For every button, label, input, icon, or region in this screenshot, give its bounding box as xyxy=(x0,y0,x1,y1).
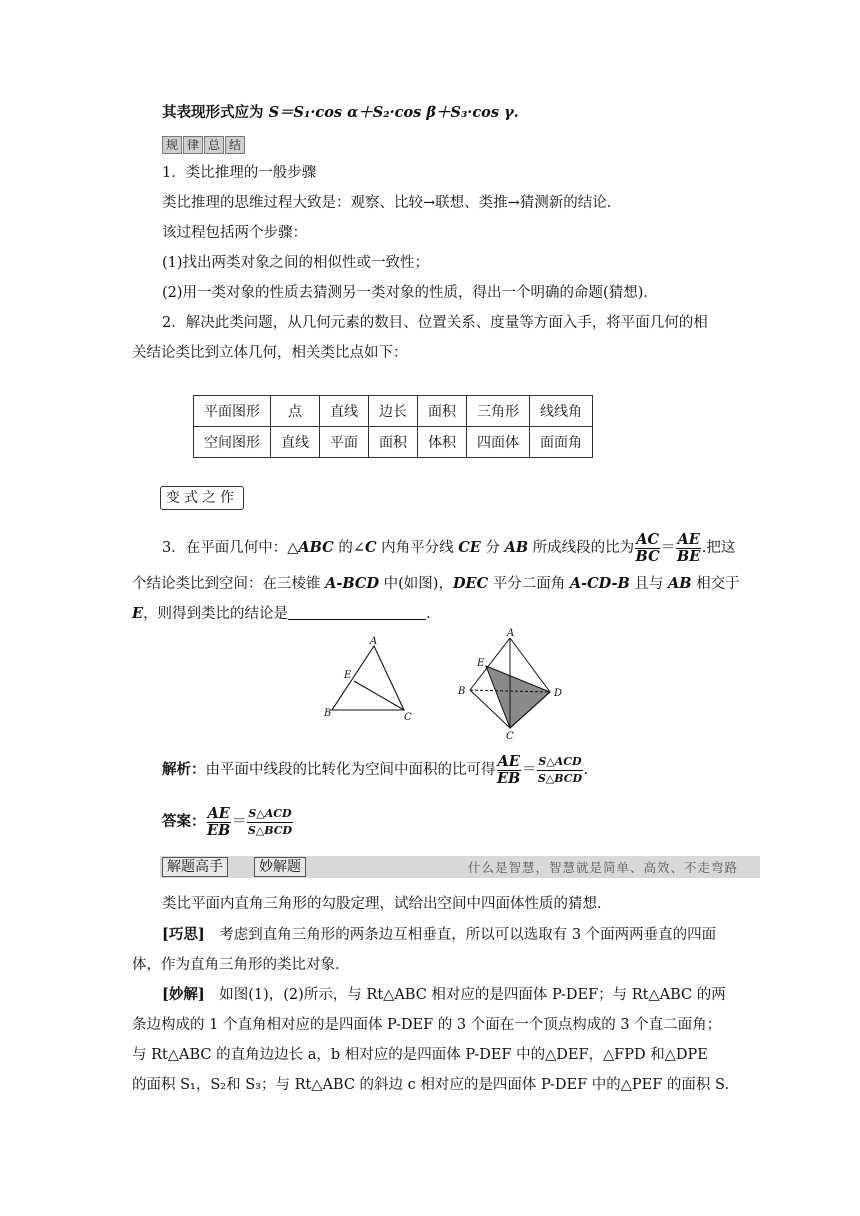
idea-label: [巧思] xyxy=(162,926,205,943)
text-line: 2．解决此类问题，从几何元素的数目、位置关系、度量等方面入手，将平面几何的相 xyxy=(162,315,708,331)
fraction-ae-eb xyxy=(207,806,231,839)
q3-text: 相交于 xyxy=(691,576,740,592)
text-line: 类比推理的思维过程大致是：观察、比较→联想、类推→猜测新的结论． xyxy=(162,195,622,211)
q3-text: A-BCD xyxy=(325,575,380,592)
q3-text: 分 xyxy=(480,540,505,556)
numerator: AE xyxy=(677,530,700,548)
denominator: BE xyxy=(676,547,701,565)
triangle-abc xyxy=(332,646,404,710)
formula-line xyxy=(162,103,519,123)
denominator: S△BCD xyxy=(537,771,583,785)
text-line: 条边构成的 1 个直角相对应的是四面体 P-DEF 的 3 个面在一个顶点构成的 3 个直二面角； xyxy=(132,1017,722,1033)
summary-tag xyxy=(162,136,245,154)
numerator: S△ACD xyxy=(247,806,292,823)
vertex-label-c: C xyxy=(404,712,412,722)
question-3-line1 xyxy=(162,530,735,566)
question-3-line3 xyxy=(132,604,431,624)
idea-line xyxy=(162,925,716,945)
analysis-label: 解析： xyxy=(162,761,206,778)
q3-text: E xyxy=(132,605,144,622)
formula-intro: 其表现形式应为 xyxy=(162,104,269,121)
q3-text: AB xyxy=(668,575,692,592)
table-cell: 面积 xyxy=(418,396,467,427)
answer-blank xyxy=(288,605,426,620)
tag-char: 律 xyxy=(183,136,203,154)
table-cell: 体积 xyxy=(418,427,467,458)
variant-tag: 变式之作 xyxy=(160,486,244,510)
q3-text: 个结论类比到空间：在三棱锥 xyxy=(132,576,326,592)
tag-char: 规 xyxy=(162,136,182,154)
numerator: S△ACD xyxy=(537,754,582,771)
banner-motto: 什么是智慧，智慧就是简单、高效、不走弯路 xyxy=(467,860,738,875)
text-line: 关结论类比到立体几何，相关类比点如下： xyxy=(132,345,408,361)
q3-text: AB xyxy=(504,539,529,556)
vertex-label-e: E xyxy=(344,670,352,681)
fraction-area xyxy=(247,806,292,839)
section-banner xyxy=(160,856,760,878)
numerator: AE xyxy=(207,804,230,822)
solution-text: 如图(1)，(2)所示，与 Rt△ABC 相对应的是四面体 P-DEF；与 Rt△ABC 的两 xyxy=(204,987,726,1003)
q3-text: 内角平分线 xyxy=(376,540,459,556)
step-heading: 1．类比推理的一般步骤 xyxy=(162,165,317,181)
equals-sign: ＝ xyxy=(660,540,676,556)
text-line: (2)用一类对象的性质去猜测另一类对象的性质，得出一个明确的命题(猜想)． xyxy=(162,285,658,301)
vertex-label-c: C xyxy=(506,731,514,742)
answer-label: 答案： xyxy=(162,813,206,830)
table-cell: 直线 xyxy=(271,427,320,458)
idea-text: 考虑到直角三角形的两条边互相垂直，所以可以选取有 3 个面两两垂直的四面 xyxy=(204,927,717,943)
table-cell: 边长 xyxy=(369,396,418,427)
tag-char: 结 xyxy=(225,136,245,154)
q3-text: CE xyxy=(458,539,481,556)
banner-label-solution: 妙解题 xyxy=(254,857,306,877)
table-cell: 点 xyxy=(271,396,320,427)
q3-text: 3．在平面几何中：△ xyxy=(162,540,299,556)
period: . xyxy=(583,762,589,778)
table-cell: 四面体 xyxy=(467,427,530,458)
equals-sign: ＝ xyxy=(231,814,247,830)
vertex-label-b: B xyxy=(324,708,332,719)
q3-text: .把这 xyxy=(701,540,736,556)
vertex-label-b: B xyxy=(458,686,466,697)
vertex-label-a: A xyxy=(507,628,515,639)
denominator: EB xyxy=(497,769,521,787)
solution-label: [妙解] xyxy=(162,986,205,1003)
q3-text: A-CD-B xyxy=(569,575,630,592)
text-line: 体，作为直角三角形的类比对象． xyxy=(132,957,350,973)
table-cell: 平面图形 xyxy=(194,396,271,427)
q3-text: DEC xyxy=(452,575,489,592)
shaded-plane-dec xyxy=(486,666,550,728)
q3-text: . xyxy=(426,606,431,622)
q3-text: 的∠ xyxy=(333,540,365,556)
tag-char: 总 xyxy=(204,136,224,154)
table-cell: 三角形 xyxy=(467,396,530,427)
analysis-text: 由平面中线段的比转化为空间中面积的比可得 xyxy=(205,762,496,778)
table-cell: 空间图形 xyxy=(194,427,271,458)
analogy-table xyxy=(193,395,593,458)
fraction-area xyxy=(537,754,582,787)
denominator: BC xyxy=(635,547,660,565)
numerator: AE xyxy=(497,752,520,770)
table-cell: 面积 xyxy=(369,427,418,458)
fraction-ae-eb xyxy=(497,754,521,787)
answer-line xyxy=(162,804,294,844)
table-cell: 平面 xyxy=(320,427,369,458)
q3-text: 平分二面角 xyxy=(488,576,570,592)
denominator: S△BCD xyxy=(247,823,293,837)
fraction-ae-be xyxy=(676,532,700,565)
table-cell: 直线 xyxy=(320,396,369,427)
q3-text: C xyxy=(364,539,377,556)
table-cell: 面面角 xyxy=(530,427,593,458)
q3-text: 中(如图)， xyxy=(379,576,453,592)
table-row xyxy=(194,427,593,458)
text-line: 与 Rt△ABC 的直角边边长 a，b 相对应的是四面体 P-DEF 中的△DEF，△FPD 和△DPE xyxy=(132,1047,708,1063)
problem-statement: 类比平面内直角三角形的勾股定理，试给出空间中四面体性质的猜想． xyxy=(162,896,612,912)
numerator: AC xyxy=(636,530,659,548)
table-row xyxy=(194,396,593,427)
table-cell: 线线角 xyxy=(530,396,593,427)
denominator: EB xyxy=(207,821,231,839)
fraction-ac-bc xyxy=(635,532,660,565)
formula: S＝S₁·cos α＋S₂·cos β＋S₃·cos γ. xyxy=(268,104,519,121)
tetrahedron-figure xyxy=(452,626,572,742)
vertex-label-e: E xyxy=(477,658,485,669)
solution-line xyxy=(162,985,726,1005)
text-line: (1)找出两类对象之间的相似性或一致性； xyxy=(162,255,430,271)
q3-text: ，则得到类比的结论是 xyxy=(143,606,289,622)
text-line: 的面积 S₁，S₂和 S₃；与 Rt△ABC 的斜边 c 相对应的是四面体 P-DEF 中的△PEF 的面积 S. xyxy=(132,1077,730,1093)
equals-sign: ＝ xyxy=(521,762,537,778)
q3-text: 所成线段的比为 xyxy=(528,540,635,556)
vertex-label-a: A xyxy=(370,636,378,647)
q3-text: ABC xyxy=(298,539,334,556)
question-3-line2 xyxy=(132,574,740,594)
analysis-line xyxy=(162,752,588,792)
triangle-figure xyxy=(320,636,420,722)
bisector-ce xyxy=(354,681,404,710)
vertex-label-d: D xyxy=(554,688,563,699)
banner-label-master: 解题高手 xyxy=(162,857,228,877)
q3-text: 且与 xyxy=(629,576,669,592)
text-line: 该过程包括两个步骤： xyxy=(162,225,307,241)
